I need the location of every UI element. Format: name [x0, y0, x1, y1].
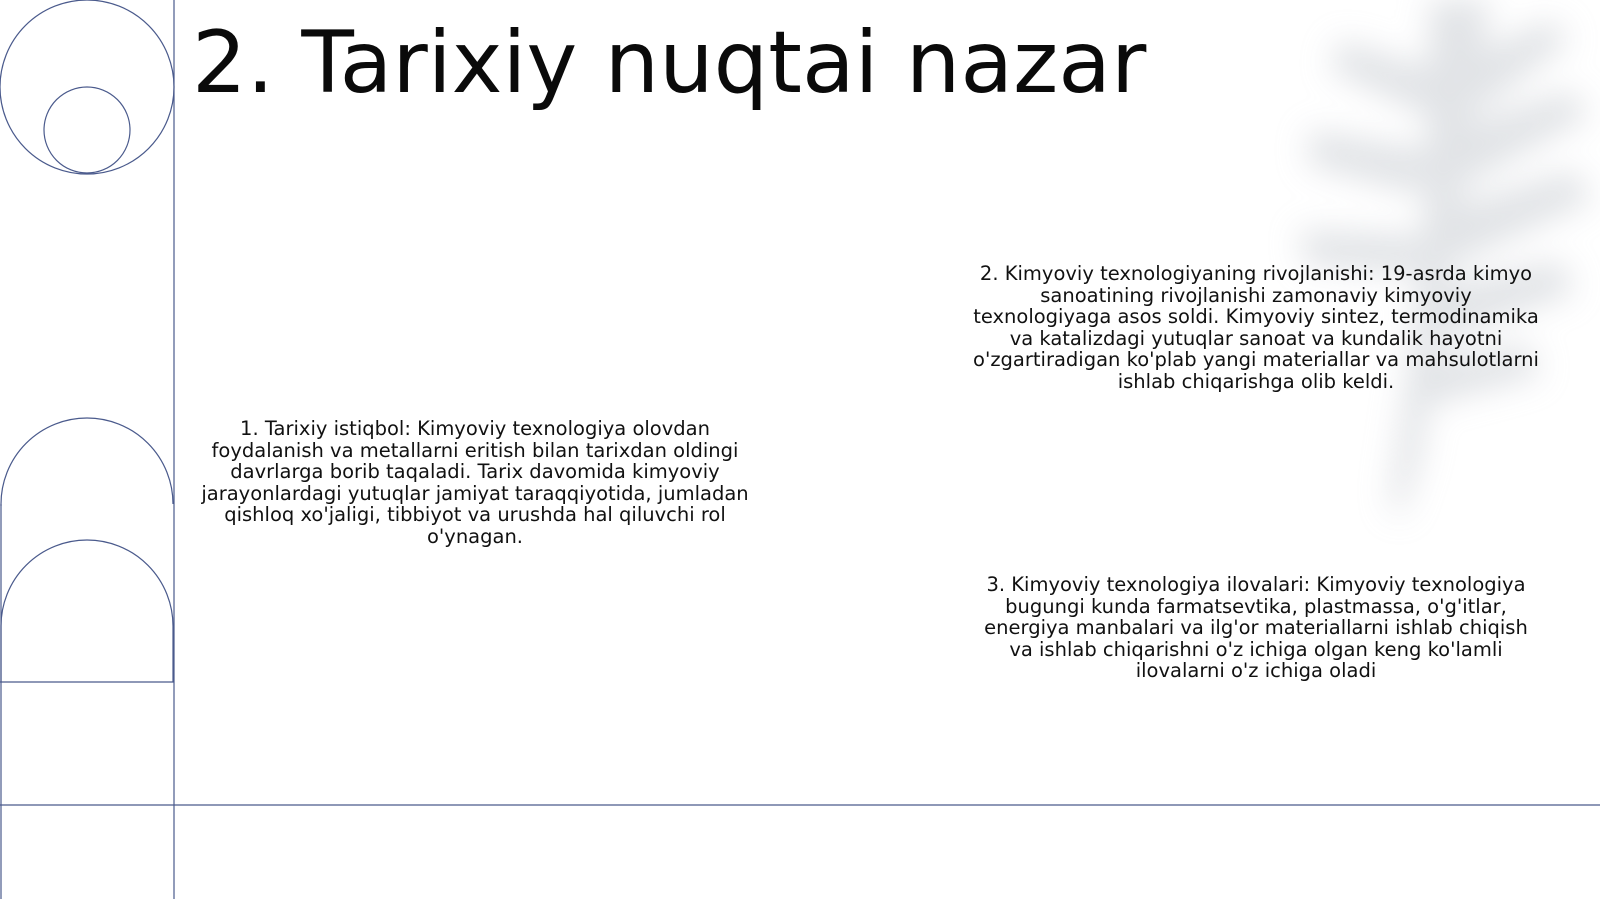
slide-title: 2. Tarixiy nuqtai nazar	[192, 13, 1147, 113]
paragraph-technology-development: 2. Kimyoviy texnologiyaning rivojlanishi: 19-asrda kimyo sanoatining rivojlanishi zamonaviy kimyoviy texnologiyaga asos soldi. Kimyoviy sintez, termodinamika va katalizdagi yutuqlar sanoat va kundalik hayotni o'zgartiradigan ko'plab yangi materiallar va mahsulotlarni ishlab chiqarishga olib keldi.	[973, 262, 1539, 393]
paragraph-historical-perspective: 1. Tarixiy istiqbol: Kimyoviy texnologiya olovdan foydalanish va metallarni eritish bilan tarixdan oldingi davrlarga borib taqaladi. Tarix davomida kimyoviy jarayonlardagi yutuqlar jamiyat taraqqiyotida, jumladan qishloq xo'jaligi, tibbiyot va urushda hal qiluvchi rol o'ynagan.	[201, 417, 749, 548]
paragraph-technology-applications: 3. Kimyoviy texnologiya ilovalari: Kimyoviy texnologiya bugungi kunda farmatsevtika, plastmassa, o'g'itlar, energiya manbalari va ilg'or materiallarni ishlab chiqish va ishlab chiqarishni o'z ichiga olgan keng ko'lamli ilovalarni o'z ichiga oladi	[984, 573, 1528, 682]
